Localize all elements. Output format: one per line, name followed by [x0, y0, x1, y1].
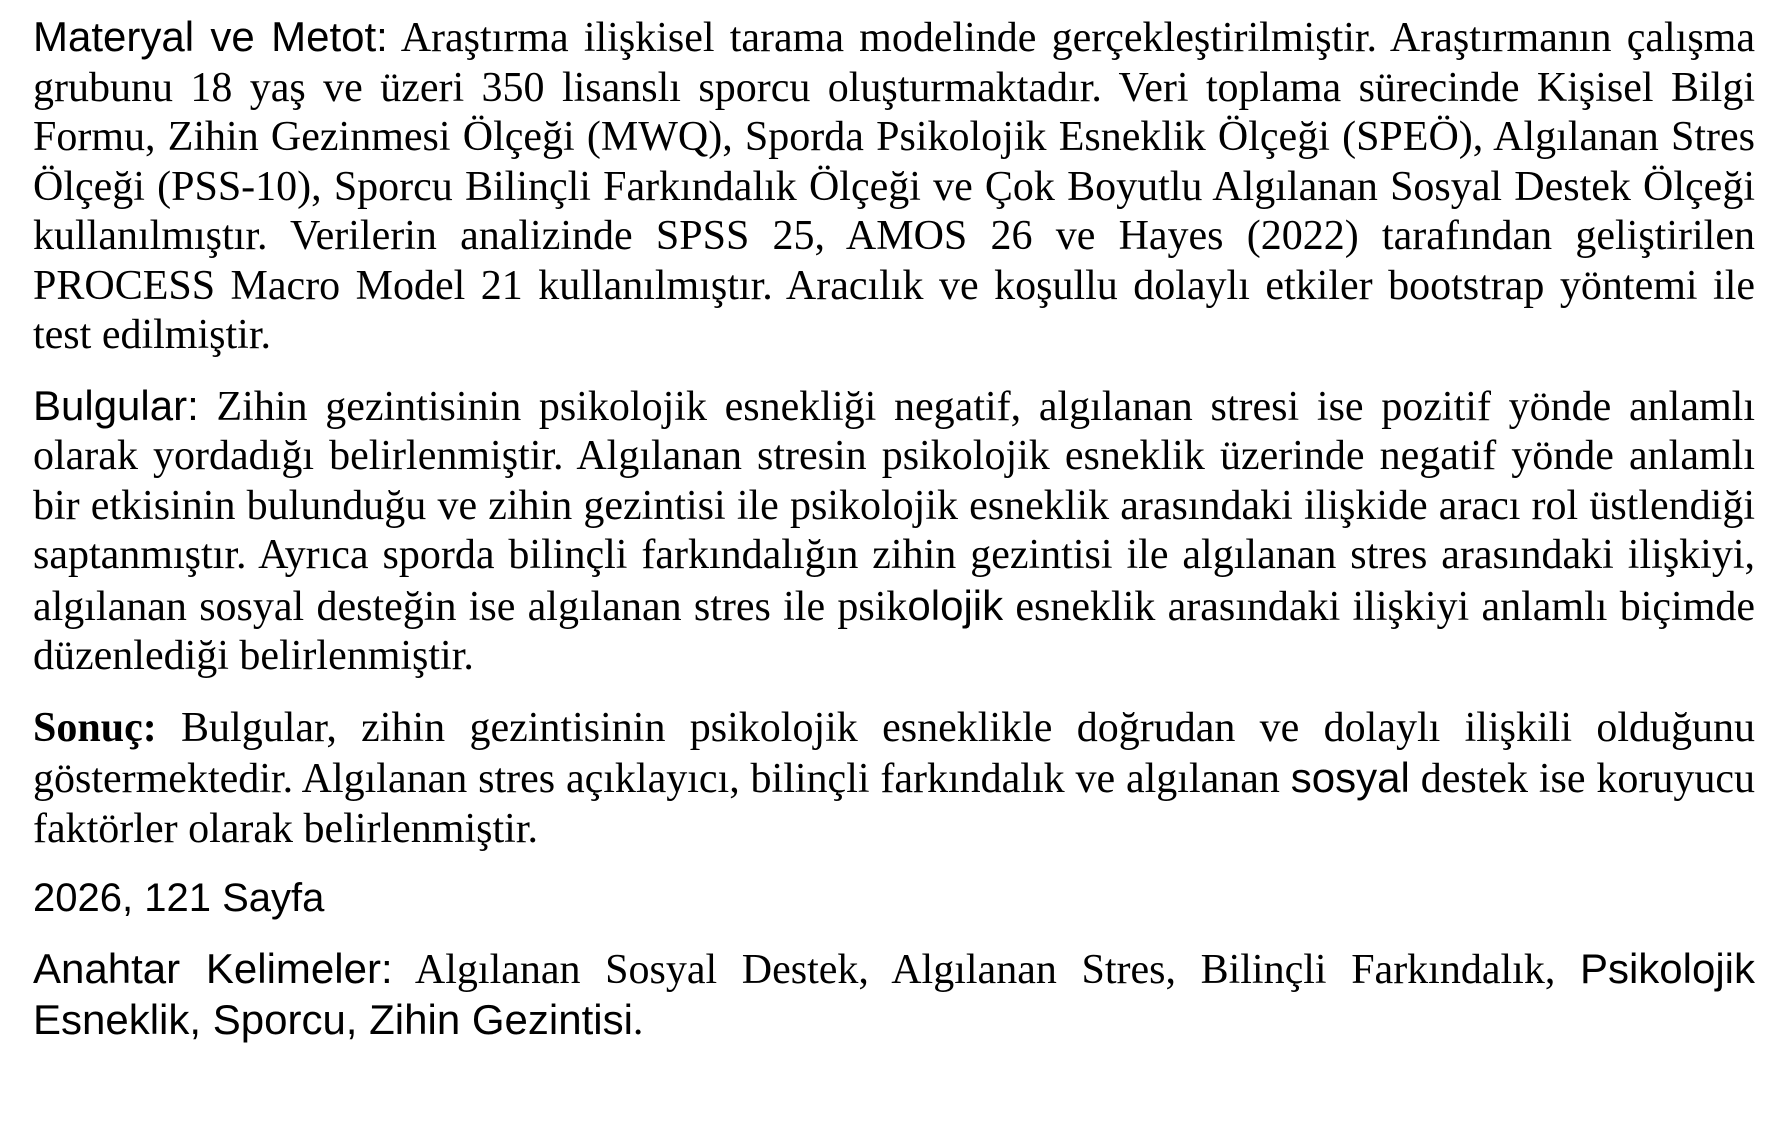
keywords-heading: Anahtar Kelimeler: [33, 944, 393, 992]
sonuc-text-tail: destek ise koruyucu faktörler olarak belirlenmiştir. [33, 756, 1755, 852]
abstract-page [33, 12, 1755, 1047]
sonuc-text-sans: sosyal [1290, 754, 1410, 801]
materyal-heading: Materyal ve Metot: [33, 13, 388, 60]
bulgular-text: Zihin gezintisinin psikolojik esnekliği negatif, algılanan stresi ise pozitif yönde anlamlı olarak yordadığı belirlenmiştir. Algılanan stresin psikolojik esneklik üzerinde negatif yönde anlamlı bir etkisinin bulunduğu ve zihin gezintisi ile psikolojik esneklik arasındaki ilişkide aracı rol üstlendiği saptanmıştır. Ayrıca sporda bilinçli farkındalığın zihin gezintisi ile algılanan stres arasındaki ilişkiyi, algılanan sosyal desteğin ise algılanan stres ile psik [33, 383, 1755, 630]
sonuc-paragraph [33, 704, 1755, 855]
year-pages-line: 2026, 121 Sayfa [33, 876, 325, 920]
bulgular-paragraph [33, 381, 1755, 682]
materyal-paragraph [33, 12, 1755, 361]
keywords-text: Algılanan Sosyal Destek, Algılanan Stres, Bilinçli Farkındalık, [392, 946, 1580, 993]
keywords-paragraph [33, 944, 1755, 1047]
sonuc-text: Bulgular, zihin gezintisinin psikolojik esneklikle doğrudan ve dolaylı ilişkili olduğunu göstermektedir. Algılanan stres açıklayıcı, bilinçli farkındalık ve algılanan [33, 704, 1755, 802]
bulgular-text-tail: esneklik arasındaki ilişkiyi anlamlı biçimde düzenlediği belirlenmiştir. [33, 583, 1756, 679]
bulgular-heading: Bulgular: [33, 381, 199, 429]
keywords-text-sans: Psikolojik Esneklik, Sporcu, Zihin Gezintisi [33, 944, 1756, 1043]
materyal-text: Araştırma ilişkisel tarama modelinde gerçekleştirilmiştir. Araştırmanın çalışma grubunu 18 yaş ve üzeri 350 lisanslı sporcu oluşturmaktadır. Veri toplama sürecinde Kişisel Bilgi Formu, Zihin Gezinmesi Ölçeği (MWQ), Sporda Psikolojik Esneklik Ölçeği (SPEÖ), Algılanan Stres Ölçeği (PSS-10), Sporcu Bilinçli Farkındalık Ölçeği ve Çok Boyutlu Algılanan Sosyal Destek Ölçeği kullanılmıştır. Verilerin analizinde SPSS 25, AMOS 26 ve Hayes (2022) tarafından geliştirilen PROCESS Macro Model 21 kullanılmıştır. Aracılık ve koşullu dolaylı etkiler bootstrap yöntemi ile test edilmiştir. [33, 15, 1755, 358]
keywords-text-tail: . [632, 998, 644, 1044]
bulgular-text-sans: olojik [907, 581, 1004, 629]
sonuc-heading: Sonuç: [33, 704, 157, 751]
